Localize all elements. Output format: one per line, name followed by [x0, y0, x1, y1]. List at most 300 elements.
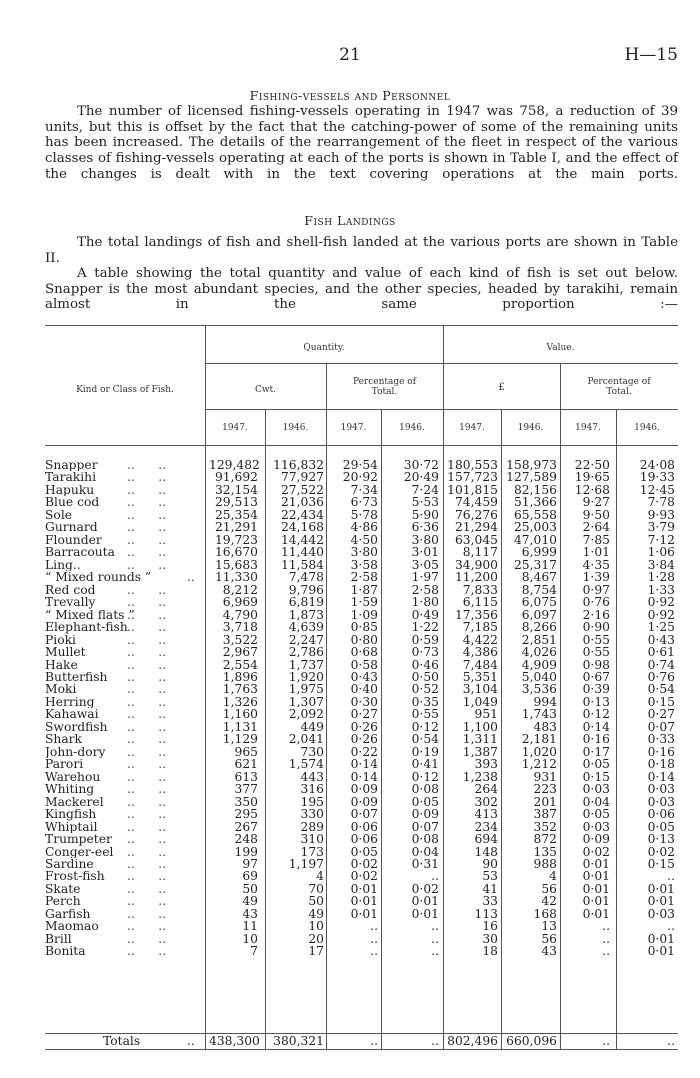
cwt-1947: 267	[234, 819, 258, 834]
cwt-1947: 3,522	[222, 632, 258, 647]
fish-name: Whiting	[45, 783, 95, 796]
value-pct-1946: 0·02	[647, 844, 675, 859]
cwt-1947: 16,670	[214, 545, 258, 560]
fish-name: Ling..	[45, 558, 81, 572]
table-row	[45, 646, 678, 658]
fish-name-cell	[45, 584, 205, 596]
qty-pct-1947: 0·01	[350, 881, 378, 896]
fish-name: Mullet	[45, 646, 86, 659]
cwt-1946: 330	[300, 807, 324, 822]
value-pct-1946: 1·06	[647, 545, 675, 560]
fish-name-cell	[45, 796, 205, 808]
cwt-1946: 50	[308, 894, 324, 909]
fish-name-cell	[45, 496, 205, 508]
value-1946: 47,010	[513, 532, 557, 547]
qty-pct-1947: ..	[370, 919, 378, 934]
fish-name: Trumpeter	[45, 833, 112, 846]
fish-name: Perch	[45, 895, 81, 908]
value-1946: 4,909	[521, 657, 557, 672]
table-row	[45, 571, 678, 583]
value-pct-1946: 9·93	[647, 507, 675, 522]
value-pct-1946: 12·45	[639, 482, 675, 497]
fish-name-cell	[45, 771, 205, 783]
value-pct-1947: 0·01	[582, 881, 610, 896]
value-pct-1946: 24·08	[639, 458, 675, 472]
table-row	[45, 783, 678, 795]
leader-dots: .. ..	[127, 546, 167, 559]
value-pct-1947: 9·27	[582, 495, 610, 510]
qty-pct-1947: 5·78	[350, 507, 378, 522]
qty-pct-1946: 0·31	[411, 857, 439, 871]
fish-name-cell	[45, 895, 205, 907]
paragraph-line: Snapper is the most abundant species, and the other species, headed by tarakihi,	[45, 281, 624, 297]
value-1946: 1,743	[521, 707, 557, 722]
value-pct-1946: 0·03	[647, 782, 675, 797]
leader-dots: .. ..	[127, 783, 167, 796]
qty-pct-1947: 0·27	[350, 707, 378, 722]
fish-name-cell	[45, 846, 205, 858]
value-1946: 994	[533, 694, 557, 709]
leader-dots: .. ..	[127, 658, 167, 671]
totals-cwt-1946: 380,321	[273, 1034, 324, 1048]
value-1947: 1,100	[462, 719, 498, 734]
qty-pct-1946: 20·49	[403, 470, 439, 485]
qty-pct-1947: 1·09	[350, 607, 378, 622]
cwt-1946: 77,927	[280, 470, 324, 485]
value-pct-1946: 0·05	[647, 819, 675, 834]
fish-name: Hake	[45, 658, 78, 671]
leader-dots: .. ..	[127, 858, 167, 871]
cwt-1946: 730	[300, 744, 324, 759]
value-pct-1947: 0·67	[582, 669, 610, 684]
leader-dots: .. ..	[127, 745, 167, 759]
value-1947: 18	[482, 944, 498, 959]
paragraph-vessels	[45, 104, 678, 198]
qty-pct-1947: 0·02	[350, 857, 378, 871]
qty-pct-1947: 0·80	[350, 632, 378, 647]
paragraph-line: remain almost in the same proportion :—	[45, 281, 678, 313]
fish-name-cell	[45, 634, 205, 646]
value-pct-1946: 3·79	[647, 520, 675, 535]
table-row	[45, 920, 678, 932]
cwt-1946: 70	[308, 881, 324, 896]
qty-pct-1946: 3·80	[411, 532, 439, 547]
cwt-1946: 4	[316, 869, 324, 884]
table-row	[45, 733, 678, 745]
cwt-1947: 1,896	[222, 669, 258, 684]
leader-dots: .. ..	[127, 945, 167, 958]
fish-name-cell	[45, 609, 205, 621]
value-1946: 65,558	[513, 507, 557, 522]
value-pct-1946: 0·16	[647, 744, 675, 759]
value-1947: 694	[474, 832, 498, 847]
cwt-1946: 195	[300, 794, 324, 809]
fish-name: “ Mixed flats ”	[45, 608, 135, 622]
qty-pct-1947: 2·58	[350, 570, 378, 585]
qty-pct-1946: ..	[431, 919, 439, 934]
qty-pct-1946: 0·54	[411, 732, 439, 747]
cwt-1947: 621	[234, 757, 258, 772]
section-heading-landings: Fish Landings	[304, 213, 396, 228]
fish-name-cell	[45, 459, 205, 471]
cwt-1947: 3,718	[222, 620, 258, 635]
cwt-1947: 613	[234, 769, 258, 784]
cwt-1946: 1,920	[288, 669, 324, 684]
cwt-1946: 310	[300, 832, 324, 847]
value-pct-1947: 0·05	[582, 757, 610, 772]
value-1947: 90	[482, 857, 498, 871]
value-1946: 387	[533, 807, 557, 822]
cwt-1947: 2,554	[222, 657, 258, 672]
header-year-1947: 1947.	[340, 423, 367, 433]
cwt-1947: 248	[234, 832, 258, 847]
cwt-1947: 199	[234, 844, 258, 859]
fish-name: Skate	[45, 882, 81, 896]
qty-pct-1946: 0·73	[411, 645, 439, 660]
qty-pct-1947: 3·58	[350, 557, 378, 572]
cwt-1946: 173	[300, 844, 324, 859]
cwt-1947: 4,790	[222, 607, 258, 622]
fish-name: Snapper	[45, 459, 98, 472]
cwt-1946: 17	[308, 944, 324, 959]
fish-name-cell	[45, 646, 205, 658]
value-pct-1946: 0·15	[647, 857, 675, 871]
cwt-1947: 8,212	[222, 582, 258, 597]
value-1946: 4	[549, 869, 557, 884]
cwt-1946: 21,036	[280, 495, 324, 510]
value-pct-1947: 0·16	[582, 732, 610, 747]
leader-dots: .. ..	[127, 621, 167, 634]
cwt-1947: 43	[242, 906, 258, 921]
quantity-value-rule	[205, 363, 678, 364]
qty-pct-1947: 20·92	[342, 470, 378, 485]
value-pct-1947: 19·65	[574, 470, 610, 485]
paragraph-line: 39 units, but this is offset by the fact that the catching-power of some of the remaining	[45, 104, 678, 135]
leader-dots: .. ..	[127, 895, 167, 908]
cwt-1947: 19,723	[214, 532, 258, 547]
value-1946: 872	[533, 832, 557, 847]
subheader-rule	[205, 409, 678, 410]
fish-name: Frost-fish	[45, 870, 105, 883]
table-row	[45, 945, 678, 957]
table-row	[45, 596, 678, 608]
fish-name: Flounder	[45, 533, 102, 547]
cwt-1947: 1,326	[222, 694, 258, 709]
leader-dots: .. ..	[127, 758, 167, 771]
cwt-1947: 1,129	[222, 732, 258, 747]
value-pct-1947: 0·09	[582, 832, 610, 847]
fish-name: Barracouta	[45, 546, 115, 559]
value-1947: 34,900	[454, 557, 498, 572]
value-1946: 43	[541, 944, 557, 959]
value-1946: 1,212	[521, 757, 557, 772]
leader-dots: .. ..	[127, 708, 167, 721]
value-1947: 7,185	[462, 620, 498, 635]
qty-pct-1946: 3·05	[411, 557, 439, 572]
value-pct-1946: 0·15	[647, 694, 675, 709]
header-pound: £	[498, 382, 505, 393]
fish-name-cell	[45, 659, 205, 671]
header-year-1947: 1947.	[575, 423, 601, 433]
fish-name: Kahawai	[45, 708, 99, 721]
qty-pct-1946: 0·19	[411, 744, 439, 759]
value-pct-1947: 0·14	[582, 719, 610, 734]
leader-dots: .. ..	[127, 695, 167, 709]
value-pct-1947: 0·01	[582, 894, 610, 909]
cwt-1947: 2,967	[222, 645, 258, 660]
header-pct-line: Percentage of	[352, 377, 417, 387]
totals-qty-pct-1946: ..	[431, 1034, 439, 1048]
cwt-1947: 49	[242, 894, 258, 909]
header-year-1946: 1946.	[517, 423, 544, 433]
qty-pct-1946: 0·49	[411, 607, 439, 622]
cwt-1946: 1,873	[288, 607, 324, 622]
qty-pct-1946: ..	[431, 944, 439, 959]
qty-pct-1947: 0·01	[350, 894, 378, 909]
qty-pct-1946: 2·58	[411, 582, 439, 597]
value-pct-1947: ..	[602, 919, 610, 934]
value-pct-1946: 0·54	[647, 682, 675, 697]
fish-name-cell	[45, 471, 205, 483]
value-1947: 5,351	[462, 669, 498, 684]
cwt-1946: 316	[300, 782, 324, 797]
fish-name: Maomao	[45, 920, 99, 933]
value-1946: 5,040	[521, 669, 557, 684]
paragraph-line: the various classes of fishing-vessels operating at each of the ports is shown in Table I,	[45, 135, 678, 167]
cwt-1946: 49	[308, 906, 324, 921]
cwt-1947: 97	[242, 857, 258, 871]
table-row	[45, 908, 678, 920]
qty-pct-1947: 0·09	[350, 794, 378, 809]
qty-pct-1946: 0·35	[411, 694, 439, 709]
cwt-1947: 377	[234, 782, 258, 797]
leader-dots: .. ..	[127, 558, 167, 572]
value-1947: 393	[474, 757, 498, 772]
paragraph-landings-2	[45, 266, 678, 329]
value-1947: 1,387	[462, 744, 498, 759]
cwt-1946: 443	[300, 769, 324, 784]
value-pct-1946: 0·14	[647, 769, 675, 784]
value-1947: 3,104	[462, 682, 498, 697]
value-1946: 8,266	[521, 620, 557, 635]
fish-name: Whiptail	[45, 820, 98, 834]
qty-pct-1947: 7·34	[350, 482, 378, 497]
value-pct-1946: 0·03	[647, 906, 675, 921]
value-pct-1947: 0·90	[582, 620, 610, 635]
paragraph-line: Table II.	[45, 235, 678, 266]
fish-name-cell	[45, 571, 205, 583]
cwt-1946: 24,168	[280, 520, 324, 535]
qty-pct-1946: 0·12	[411, 769, 439, 784]
qty-pct-1947: 0·07	[350, 807, 378, 822]
leader-dots: .. ..	[127, 870, 167, 883]
header-year-1947: 1947.	[222, 423, 248, 433]
header-year-1946: 1946.	[634, 423, 660, 433]
value-pct-1946: 0·61	[647, 645, 675, 660]
value-1947: 7,484	[462, 657, 498, 672]
value-1946: 168	[533, 906, 557, 921]
table-top-rule	[45, 325, 678, 326]
page-number: 21	[339, 45, 361, 65]
value-1946: 1,020	[521, 744, 557, 759]
fish-name: Conger-eel	[45, 845, 114, 859]
fish-name-cell	[45, 559, 205, 571]
value-1947: 16	[482, 919, 498, 934]
fish-name-cell	[45, 596, 205, 608]
paragraph-line: ports.	[638, 166, 678, 182]
value-1947: 1,238	[462, 769, 498, 784]
cwt-1946: 289	[300, 819, 324, 834]
value-1946: 51,366	[513, 495, 557, 510]
value-1946: 223	[533, 782, 557, 797]
fish-name-cell	[45, 758, 205, 770]
value-pct-1947: 0·02	[582, 844, 610, 859]
cwt-1947: 10	[242, 931, 258, 946]
fish-name-cell	[45, 945, 205, 957]
cwt-1946: 2,092	[288, 707, 324, 722]
fish-name-cell	[45, 708, 205, 720]
qty-pct-1947: 0·14	[350, 769, 378, 784]
cwt-1946: 11,584	[280, 557, 324, 572]
qty-pct-1947: ..	[370, 944, 378, 959]
value-pct-1947: 0·15	[582, 769, 610, 784]
qty-pct-1947: 6·73	[350, 495, 378, 510]
fish-name: Tarakihi	[45, 471, 97, 484]
document-reference: H—15	[624, 45, 678, 65]
cwt-1946: 1,574	[288, 757, 324, 772]
value-pct-1947: ..	[602, 944, 610, 959]
value-pct-1947: 0·04	[582, 794, 610, 809]
cwt-1947: 11,330	[214, 570, 258, 585]
leader-dots: .. ..	[127, 608, 167, 622]
totals-value-pct-1947: ..	[602, 1034, 610, 1048]
value-1946: 82,156	[513, 482, 557, 497]
cwt-1947: 15,683	[214, 557, 258, 572]
qty-pct-1947: 0·58	[350, 657, 378, 672]
value-1947: 76,276	[454, 507, 498, 522]
leader-dots: .. ..	[127, 770, 167, 784]
value-1946: 135	[533, 844, 557, 859]
cwt-1947: 25,354	[214, 507, 258, 522]
paragraph-line: A table showing the total quantity and value of each kind of fish is set out below.	[77, 266, 678, 281]
fish-name-cell	[45, 534, 205, 546]
fish-name: Mackerel	[45, 795, 104, 809]
cwt-1947: 32,154	[214, 482, 258, 497]
qty-pct-1947: 0·85	[350, 620, 378, 635]
table-row	[45, 708, 678, 720]
header-year-1946: 1946.	[399, 423, 425, 433]
fish-name: Gurnard	[45, 521, 98, 534]
fish-name: Kingfish	[45, 808, 97, 821]
value-1947: 1,311	[462, 732, 498, 747]
qty-pct-1946: 1·80	[411, 595, 439, 610]
section-heading-vessels: Fishing-vessels and Personnel	[249, 88, 451, 103]
cwt-1946: 2,786	[288, 645, 324, 660]
cwt-1947: 69	[242, 869, 258, 884]
header-cwt: Cwt.	[254, 385, 277, 395]
table-bottom-rule	[45, 1049, 678, 1050]
cwt-1946: 6,819	[288, 595, 324, 610]
qty-pct-1947: 3·80	[350, 545, 378, 560]
fish-name: Moki	[45, 683, 77, 696]
leader-dots: .. ..	[127, 683, 167, 696]
fish-name: Trevally	[45, 596, 96, 609]
leader-dots: .. ..	[127, 808, 167, 821]
leader-dots: .. ..	[127, 670, 167, 684]
qty-pct-1947: 0·02	[350, 869, 378, 884]
qty-pct-1947: 29·54	[342, 458, 378, 472]
value-1946: 2,181	[521, 732, 557, 747]
value-pct-1946: ..	[667, 869, 675, 884]
value-1946: 201	[533, 794, 557, 809]
value-pct-1946: 0·27	[647, 707, 675, 722]
value-pct-1946: 0·07	[647, 719, 675, 734]
fish-name-cell	[45, 733, 205, 745]
leader-dots: .. ..	[127, 521, 167, 534]
header-quantity: Quantity.	[303, 343, 345, 353]
cwt-1946: 1,975	[288, 682, 324, 697]
fish-name-cell	[45, 746, 205, 758]
value-pct-1947: 1·01	[582, 545, 610, 560]
value-pct-1947: 0·98	[582, 657, 610, 672]
cwt-1946: 1,197	[288, 857, 324, 871]
value-1947: 264	[474, 782, 498, 797]
qty-pct-1947: 0·22	[350, 744, 378, 759]
value-pct-1947: 12·68	[574, 482, 610, 497]
fish-name: “ Mixed rounds ”	[45, 571, 152, 584]
value-1946: 158,973	[506, 458, 557, 472]
qty-pct-1947: 0·06	[350, 832, 378, 847]
cwt-1947: 29,513	[214, 495, 258, 510]
qty-pct-1946: 30·72	[403, 458, 439, 472]
value-1947: 234	[474, 819, 498, 834]
fish-name-cell	[45, 683, 205, 695]
fish-name-cell	[45, 521, 205, 533]
table-row	[45, 521, 678, 533]
value-1946: 25,317	[513, 557, 557, 572]
fish-name-cell	[45, 783, 205, 795]
fish-name: Sole	[45, 508, 73, 522]
cwt-1946: 116,832	[273, 458, 324, 472]
qty-pct-1946: 0·01	[411, 906, 439, 921]
qty-pct-1947: 0·05	[350, 844, 378, 859]
cwt-1947: 1,160	[222, 707, 258, 722]
value-pct-1947: 0·55	[582, 632, 610, 647]
cwt-1946: 9,796	[288, 582, 324, 597]
cwt-1946: 2,041	[288, 732, 324, 747]
value-1946: 3,536	[521, 682, 557, 697]
value-1947: 951	[474, 707, 498, 722]
value-1947: 6,115	[462, 595, 498, 610]
value-1947: 11,200	[454, 570, 498, 585]
value-pct-1947: 1·39	[582, 570, 610, 585]
value-pct-1946: 0·01	[647, 894, 675, 909]
header-pct-line: Total.	[371, 387, 398, 397]
qty-pct-1947: 0·06	[350, 819, 378, 834]
fish-name-cell	[45, 546, 205, 558]
cwt-1946: 2,247	[288, 632, 324, 647]
value-1946: 6,075	[521, 595, 557, 610]
value-1947: 1,049	[462, 694, 498, 709]
fish-name-cell	[45, 484, 205, 496]
paragraph-line: The number of licensed fishing-vessels operating in 1947 was 758, a reduction of	[77, 104, 655, 119]
value-1946: 56	[541, 881, 557, 896]
qty-pct-1946: 0·01	[411, 894, 439, 909]
qty-pct-1946: 0·07	[411, 819, 439, 834]
table-row	[45, 895, 678, 907]
table-row	[45, 496, 678, 508]
cwt-1947: 350	[234, 794, 258, 809]
